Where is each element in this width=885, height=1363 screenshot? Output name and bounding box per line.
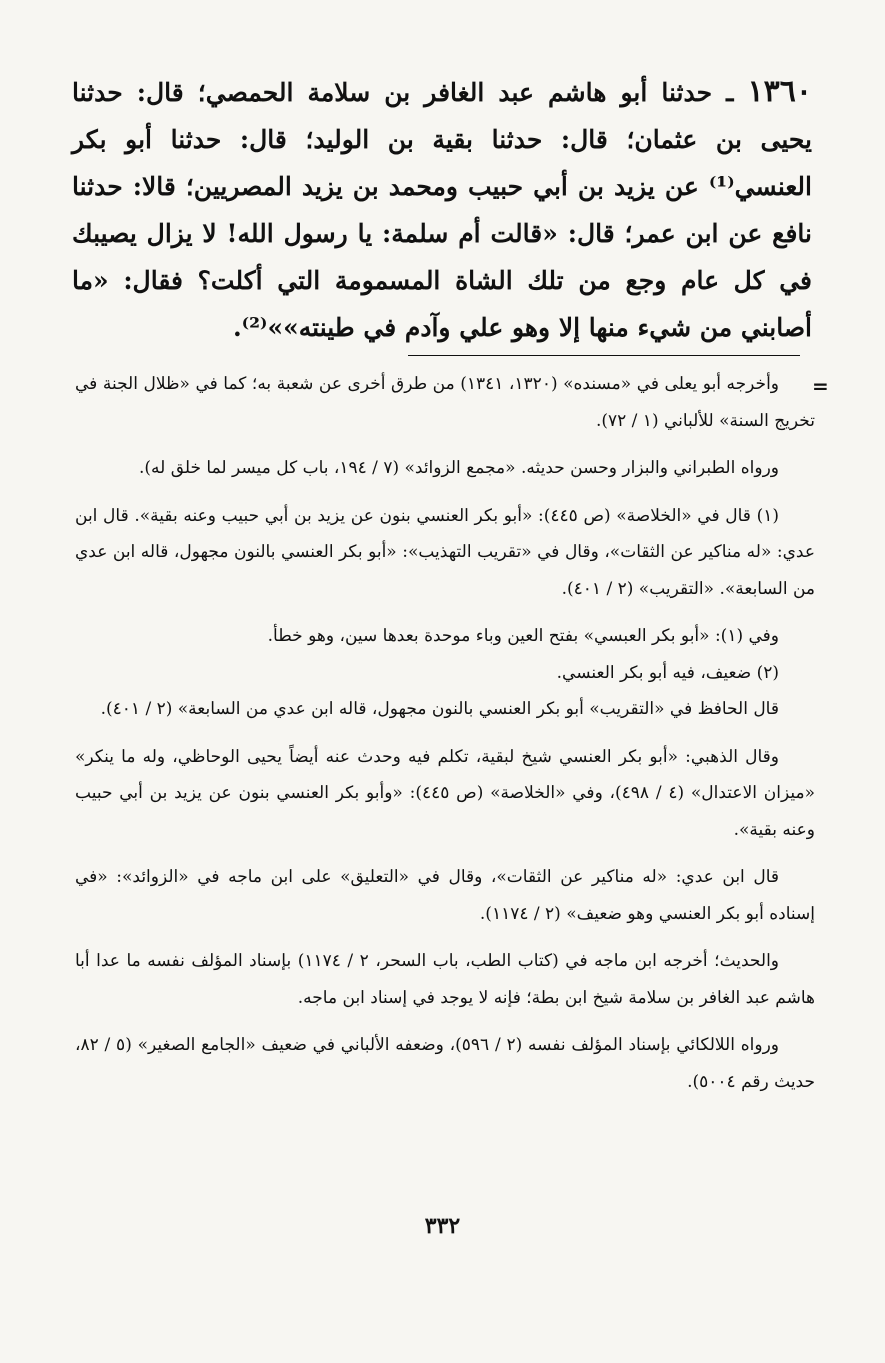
footnote-1: (١) قال في «الخلاصة» (ص ٤٤٥): «أبو بكر العنسي بنون عن يزيد بن أبي حبيب وعنه بقية». قال ابن عدي: «له مناكير عن الثقات»، وقال في «تقريب التهذيب»: «أبو بكر العنسي بالنون مجهول، قاله ابن عدي من السابعة». «التقريب» (٢ / ٤٠١). — [75, 505, 815, 599]
hadith-text — [72, 68, 812, 351]
hadith-number: ١٣٦٠ — [747, 74, 812, 109]
footnote-paragraph: قال الحافظ في «التقريب» أبو بكر العنسي بالنون مجهول، قاله ابن عدي من السابعة» (٢ / ٤٠١). — [100, 699, 779, 719]
hadith-body: حدثنا أبو هاشم عبد الغافر بن سلامة الحمصي؛ قال: حدثنا يحيى بن عثمان؛ قال: حدثنا بقية بن الوليد؛ قال: حدثنا أبو بكر العنسي⁽¹⁾ عن يزيد بن أبي حبيب ومحمد بن يزيد المصريين؛ قالا: حدثنا نافع عن ابن عمر؛ قال: «قالت أم سلمة: يا رسول الله! لا يزال يصيبك في كل عام وجع من تلك الشاة المسمومة التي أكلت؟ فقال: «ما أصابني من شيء منها إلا وهو علي وآدم في طينته»»⁽²⁾. — [72, 78, 812, 342]
continuation-mark: = — [812, 374, 829, 398]
footnote-paragraph: ورواه اللالكائي بإسناد المؤلف نفسه (٢ / ٥٩٦)، وضعفه الألباني في ضعيف «الجامع الصغير» (٥ / ٨٢، حديث رقم ٥٠٠٤). — [75, 1035, 815, 1092]
hadith-dash: ـ — [712, 78, 748, 107]
footnotes — [75, 366, 815, 1111]
footnote-paragraph: والحديث؛ أخرجه ابن ماجه في (كتاب الطب، باب السحر، ٢ / ١١٧٤) بإسناد المؤلف نفسه ما عدا أبا هاشم عبد الغافر بن سلامة شيخ ابن بطة؛ فإنه لا يوجد في إسناد ابن ماجه. — [75, 951, 815, 1008]
footnote-paragraph: وأخرجه أبو يعلى في «مسنده» (١٣٢٠، ١٣٤١) من طرق أخرى عن شعبة به؛ كما في «ظلال الجنة في تخريج السنة» للألباني (١ / ٧٢). — [75, 374, 815, 431]
footnote-paragraph: وفي (١): «أبو بكر العبسي» بفتح العين وباء موحدة بعدها سين، وهو خطأ. — [267, 626, 779, 646]
footnote-paragraph: ورواه الطبراني والبزار وحسن حديثه. «مجمع الزوائد» (٧ / ١٩٤، باب كل ميسر لما خلق له). — [138, 458, 779, 478]
page-number: ٣٣٢ — [424, 1213, 461, 1239]
footnote-paragraph: وقال الذهبي: «أبو بكر العنسي شيخ لبقية، تكلم فيه وحدث عنه أيضاً يحيى الوحاظي، وله ما ينكر» «ميزان الاعتدال» (٤ / ٤٩٨)، وفي «الخلاصة» (ص ٤٤٥): «وأبو بكر العنسي بنون عن يزيد بن أبي حبيب وعنه بقية». — [75, 746, 815, 840]
footnote-2: (٢) ضعيف، فيه أبو بكر العنسي. — [556, 662, 779, 683]
footnote-paragraph: قال ابن عدي: «له مناكير عن الثقات»، وقال في «التعليق» على ابن ماجه في «الزوائد»: «في إسناده أبو بكر العنسي وهو ضعيف» (٢ / ١١٧٤). — [75, 867, 815, 924]
footnote-divider — [408, 355, 800, 356]
